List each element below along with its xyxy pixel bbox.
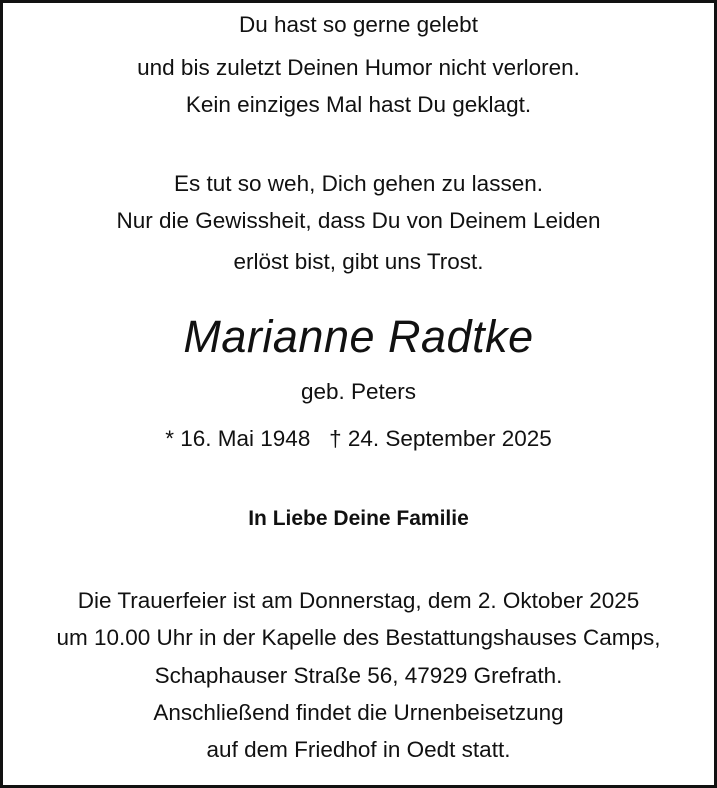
poem-line: erlöst bist, gibt uns Trost. — [233, 249, 484, 274]
deceased-name: Marianne Radtke — [183, 311, 534, 362]
life-dates: * 16. Mai 1948 † 24. September 2025 — [165, 426, 552, 451]
poem-line: Kein einziges Mal hast Du geklagt. — [185, 92, 532, 117]
poem-line: und bis zuletzt Deinen Humor nicht verloren. — [137, 55, 580, 80]
service-line: Die Trauerfeier ist am Donnerstag, dem 2. Oktober 2025 — [77, 588, 640, 613]
poem-line: Es tut so weh, Dich gehen zu lassen. — [174, 171, 543, 196]
service-line: Anschließend findet die Urnenbeisetzung — [153, 700, 564, 725]
maiden-name: geb. Peters — [300, 379, 417, 404]
service-line: auf dem Friedhof in Oedt statt. — [206, 737, 511, 762]
service-line: um 10.00 Uhr in der Kapelle des Bestattungshauses Camps, — [56, 625, 661, 650]
poem-line: Du hast so gerne gelebt — [239, 12, 478, 37]
family-signature: In Liebe Deine Familie — [248, 507, 469, 530]
poem-line: Nur die Gewissheit, dass Du von Deinem Leiden — [116, 208, 601, 233]
service-line: Schaphauser Straße 56, 47929 Grefrath. — [154, 663, 563, 688]
